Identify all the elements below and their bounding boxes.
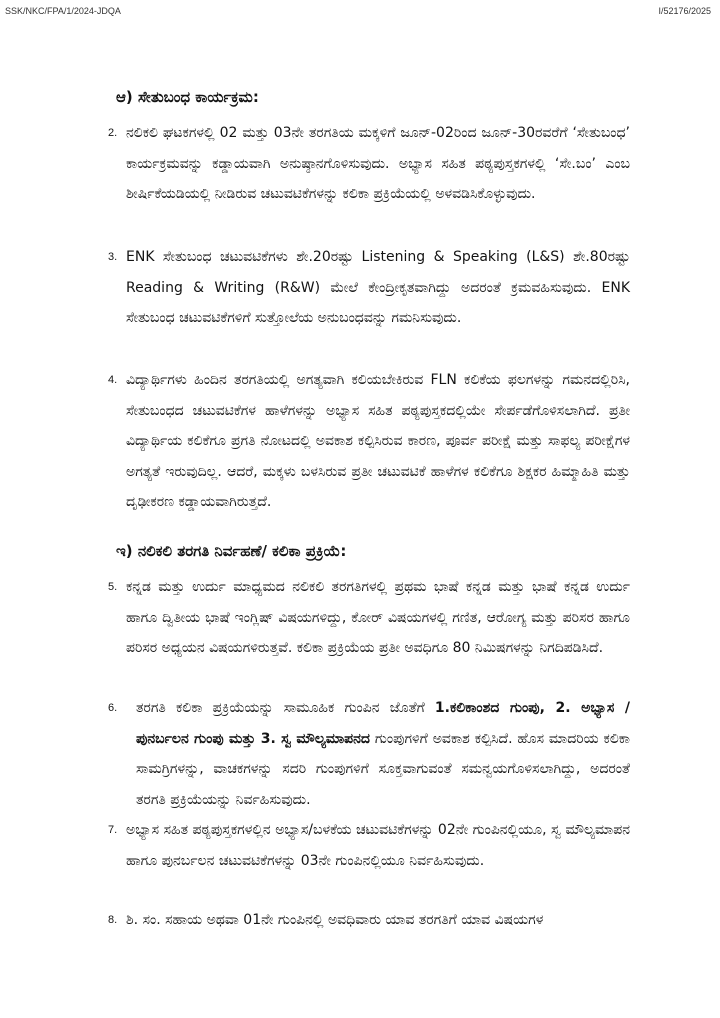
item-text: ಶಿ. ಸಂ. ಸಹಾಯ ಅಥವಾ 01ನೇ ಗುಂಪಿನಲ್ಲಿ ಅವಧಿವಾರು ಯಾವ ತರಗತಿಗೆ ಯಾವ ವಿಷಯಗಳ: [126, 912, 544, 928]
item-number: 8.: [108, 914, 118, 926]
item-text-rest: ಗುಂಪುಗಳಿಗೆ ಅವಕಾಶ ಕಲ್ಪಿಸಿದೆ. ಹೊಸ ಮಾದರಿಯ ಕಲಿಕಾ ಸಾಮಗ್ರಿಗಳನ್ನು, ವಾಚಕಗಳನ್ನು ಸದರಿ ಗುಂಪುಗಳಿಗೆ ಸೂಕ್ತವಾಗುವಂತೆ ಸಮನ್ವಯಗೊಳಿಸಲಾಗಿದ್ದು, ಅದರಂತೆ ತರಗತಿ ಪ್ರಕ್ರಿಯೆಯನ್ನು ನಿರ್ವಹಿಸುವುದು.: [136, 730, 630, 808]
item-number: 2.: [108, 127, 118, 139]
item-number: 5.: [108, 581, 118, 593]
item-number: 6.: [108, 702, 118, 714]
item-number: 4.: [108, 374, 118, 386]
item-text: ನಲಿಕಲಿ ಘಟಕಗಳಲ್ಲಿ 02 ಮತ್ತು 03ನೇ ತರಗತಿಯ ಮಕ್ಕಳಿಗೆ ಜೂನ್-02ರಿಂದ ಜೂನ್-30ರವರೆಗೆ ‘ಸೇತುಬಂಧ’ ಕಾರ್ಯಕ್ರಮವನ್ನು ಕಡ್ಡಾಯವಾಗಿ ಅನುಷ್ಠಾನಗೊಳಿಸುವುದು. ಅಭ್ಯಾಸ ಸಹಿತ ಪಠ್ಯಪುಸ್ತಕಗಳಲ್ಲಿ ‘ಸೇ.ಬಂ’ ಎಂಬ ಶೀರ್ಷಿಕೆಯಡಿಯಲ್ಲಿ ನೀಡಿರುವ ಚಟುವಟಿಕೆಗಳನ್ನು ಕಲಿಕಾ ಪ್ರಕ್ರಿಯೆಯಲ್ಲಿ ಅಳವಡಿಸಿಕೊಳ್ಳುವುದು.: [126, 125, 630, 202]
item-number: 3.: [108, 251, 118, 263]
item-number: 7.: [108, 824, 118, 836]
section-heading-class-management: ಇ) ನಲಿಕಲಿ ತರಗತಿ ನಿರ್ವಹಣೆ/ ಕಲಿಕಾ ಪ್ರಕ್ರಿಯೆ:: [116, 542, 347, 560]
list-item: [108, 693, 630, 815]
item-text: ಅಭ್ಯಾಸ ಸಹಿತ ಪಠ್ಯಪುಸ್ತಕಗಳಲ್ಲಿನ ಅಭ್ಯಾಸ/ಬಳಕೆಯ ಚಟುವಟಿಕೆಗಳನ್ನು 02ನೇ ಗುಂಪಿನಲ್ಲಿಯೂ, ಸ್ವ ಮೌಲ್ಯಮಾಪನ ಹಾಗೂ ಪುನರ್ಬಲನ ಚಟುವಟಿಕೆಗಳನ್ನು 03ನೇ ಗುಂಪಿನಲ್ಲಿಯೂ ನಿರ್ವಹಿಸುವುದು.: [126, 822, 630, 869]
document-reference-number: SSK/NKC/FPA/1/2024-JDQA: [5, 6, 121, 16]
list-item: [108, 118, 630, 210]
item-text-emphasis: 1.ಕಲಿಕಾಂಶದ ಗುಂಪು, 2. ಅಭ್ಯಾಸ / ಪುನರ್ಬಲನ ಗುಂಪು ಮತ್ತು 3. ಸ್ವ ಮೌಲ್ಯಮಾಪನದ: [136, 700, 630, 747]
page-header: [0, 6, 720, 20]
item-text: ಕನ್ನಡ ಮತ್ತು ಉರ್ದು ಮಾಧ್ಯಮದ ನಲಿಕಲಿ ತರಗತಿಗಳಲ್ಲಿ ಪ್ರಥಮ ಭಾಷೆ ಕನ್ನಡ ಮತ್ತು ಭಾಷೆ ಕನ್ನಡ ಉರ್ದು ಹಾಗೂ ದ್ವಿತೀಯ ಭಾಷೆ ಇಂಗ್ಲಿಷ್ ವಿಷಯಗಳಿದ್ದು, ಕೋರ್ ವಿಷಯಗಳಲ್ಲಿ ಗಣಿತ, ಆರೋಗ್ಯ ಮತ್ತು ಪರಿಸರ ಹಾಗೂ ಪರಿಸರ ಅಧ್ಯಯನ ವಿಷಯಗಳಿರುತ್ತವೆ. ಕಲಿಕಾ ಪ್ರಕ್ರಿಯೆಯ ಪ್ರತೀ ಅವಧಿಗೂ 80 ನಿಮಿಷಗಳನ್ನು ನಿಗದಿಪಡಿಸಿದೆ.: [126, 579, 630, 656]
item-text: ENK ಸೇತುಬಂಧ ಚಟುವಟಿಕೆಗಳು ಶೇ.20ರಷ್ಟು Listening & Speaking (L&S) ಶೇ.80ರಷ್ಟು Reading & Writing (R&W) ಮೇಲೆ ಕೇಂದ್ರೀಕೃತವಾಗಿದ್ದು ಅದರಂತೆ ಕ್ರಮವಹಿಸುವುದು. ENK ಸೇತುಬಂಧ ಚಟುವಟಿಕೆಗಳಿಗೆ ಸುತ್ತೋಲೆಯ ಅನುಬಂಧವನ್ನು ಗಮನಿಸುವುದು.: [126, 249, 630, 326]
inward-number: I/52176/2025: [658, 6, 711, 16]
list-item: [108, 905, 630, 936]
item-text-intro: ತರಗತಿ ಕಲಿಕಾ ಪ್ರಕ್ರಿಯೆಯನ್ನು ಸಾಮೂಹಿಕ ಗುಂಪಿನ ಜೊತೆಗೆ: [136, 700, 435, 716]
list-item: [108, 365, 630, 518]
list-item: [108, 572, 630, 664]
list-item: [108, 242, 630, 334]
section-heading-bridge-program: ಆ) ಸೇತುಬಂಧ ಕಾರ್ಯಕ್ರಮ:: [116, 88, 259, 106]
item-text: [136, 693, 630, 815]
list-item: [108, 815, 630, 876]
item-text: ವಿದ್ಯಾರ್ಥಿಗಳು ಹಿಂದಿನ ತರಗತಿಯಲ್ಲಿ ಅಗತ್ಯವಾಗಿ ಕಲಿಯಬೇಕಿರುವ FLN ಕಲಿಕೆಯ ಫಲಗಳನ್ನು ಗಮನದಲ್ಲಿರಿಸಿ, ಸೇತುಬಂಧದ ಚಟುವಟಿಕೆಗಳ ಹಾಳೆಗಳನ್ನು ಅಭ್ಯಾಸ ಸಹಿತ ಪಠ್ಯಪುಸ್ತಕದಲ್ಲಿಯೇ ಸೇರ್ಪಡೆಗೊಳಿಸಲಾಗಿದೆ. ಪ್ರತೀ ವಿದ್ಯಾರ್ಥಿಯ ಕಲಿಕೆಗೂ ಪ್ರಗತಿ ನೋಟದಲ್ಲಿ ಅವಕಾಶ ಕಲ್ಪಿಸಿರುವ ಕಾರಣ, ಪೂರ್ವ ಪರೀಕ್ಷೆ ಮತ್ತು ಸಾಫಲ್ಯ ಪರೀಕ್ಷೆಗಳ ಅಗತ್ಯತೆ ಇರುವುದಿಲ್ಲ. ಆದರೆ, ಮಕ್ಕಳು ಬಳಸಿರುವ ಪ್ರತೀ ಚಟುವಟಿಕೆ ಹಾಳೆಗಳ ಕಲಿಕೆಗೂ ಶಿಕ್ಷಕರ ಹಿಮ್ಮಾಹಿತಿ ಮತ್ತು ದೃಢೀಕರಣ ಕಡ್ಡಾಯವಾಗಿರುತ್ತದೆ.: [126, 372, 630, 510]
